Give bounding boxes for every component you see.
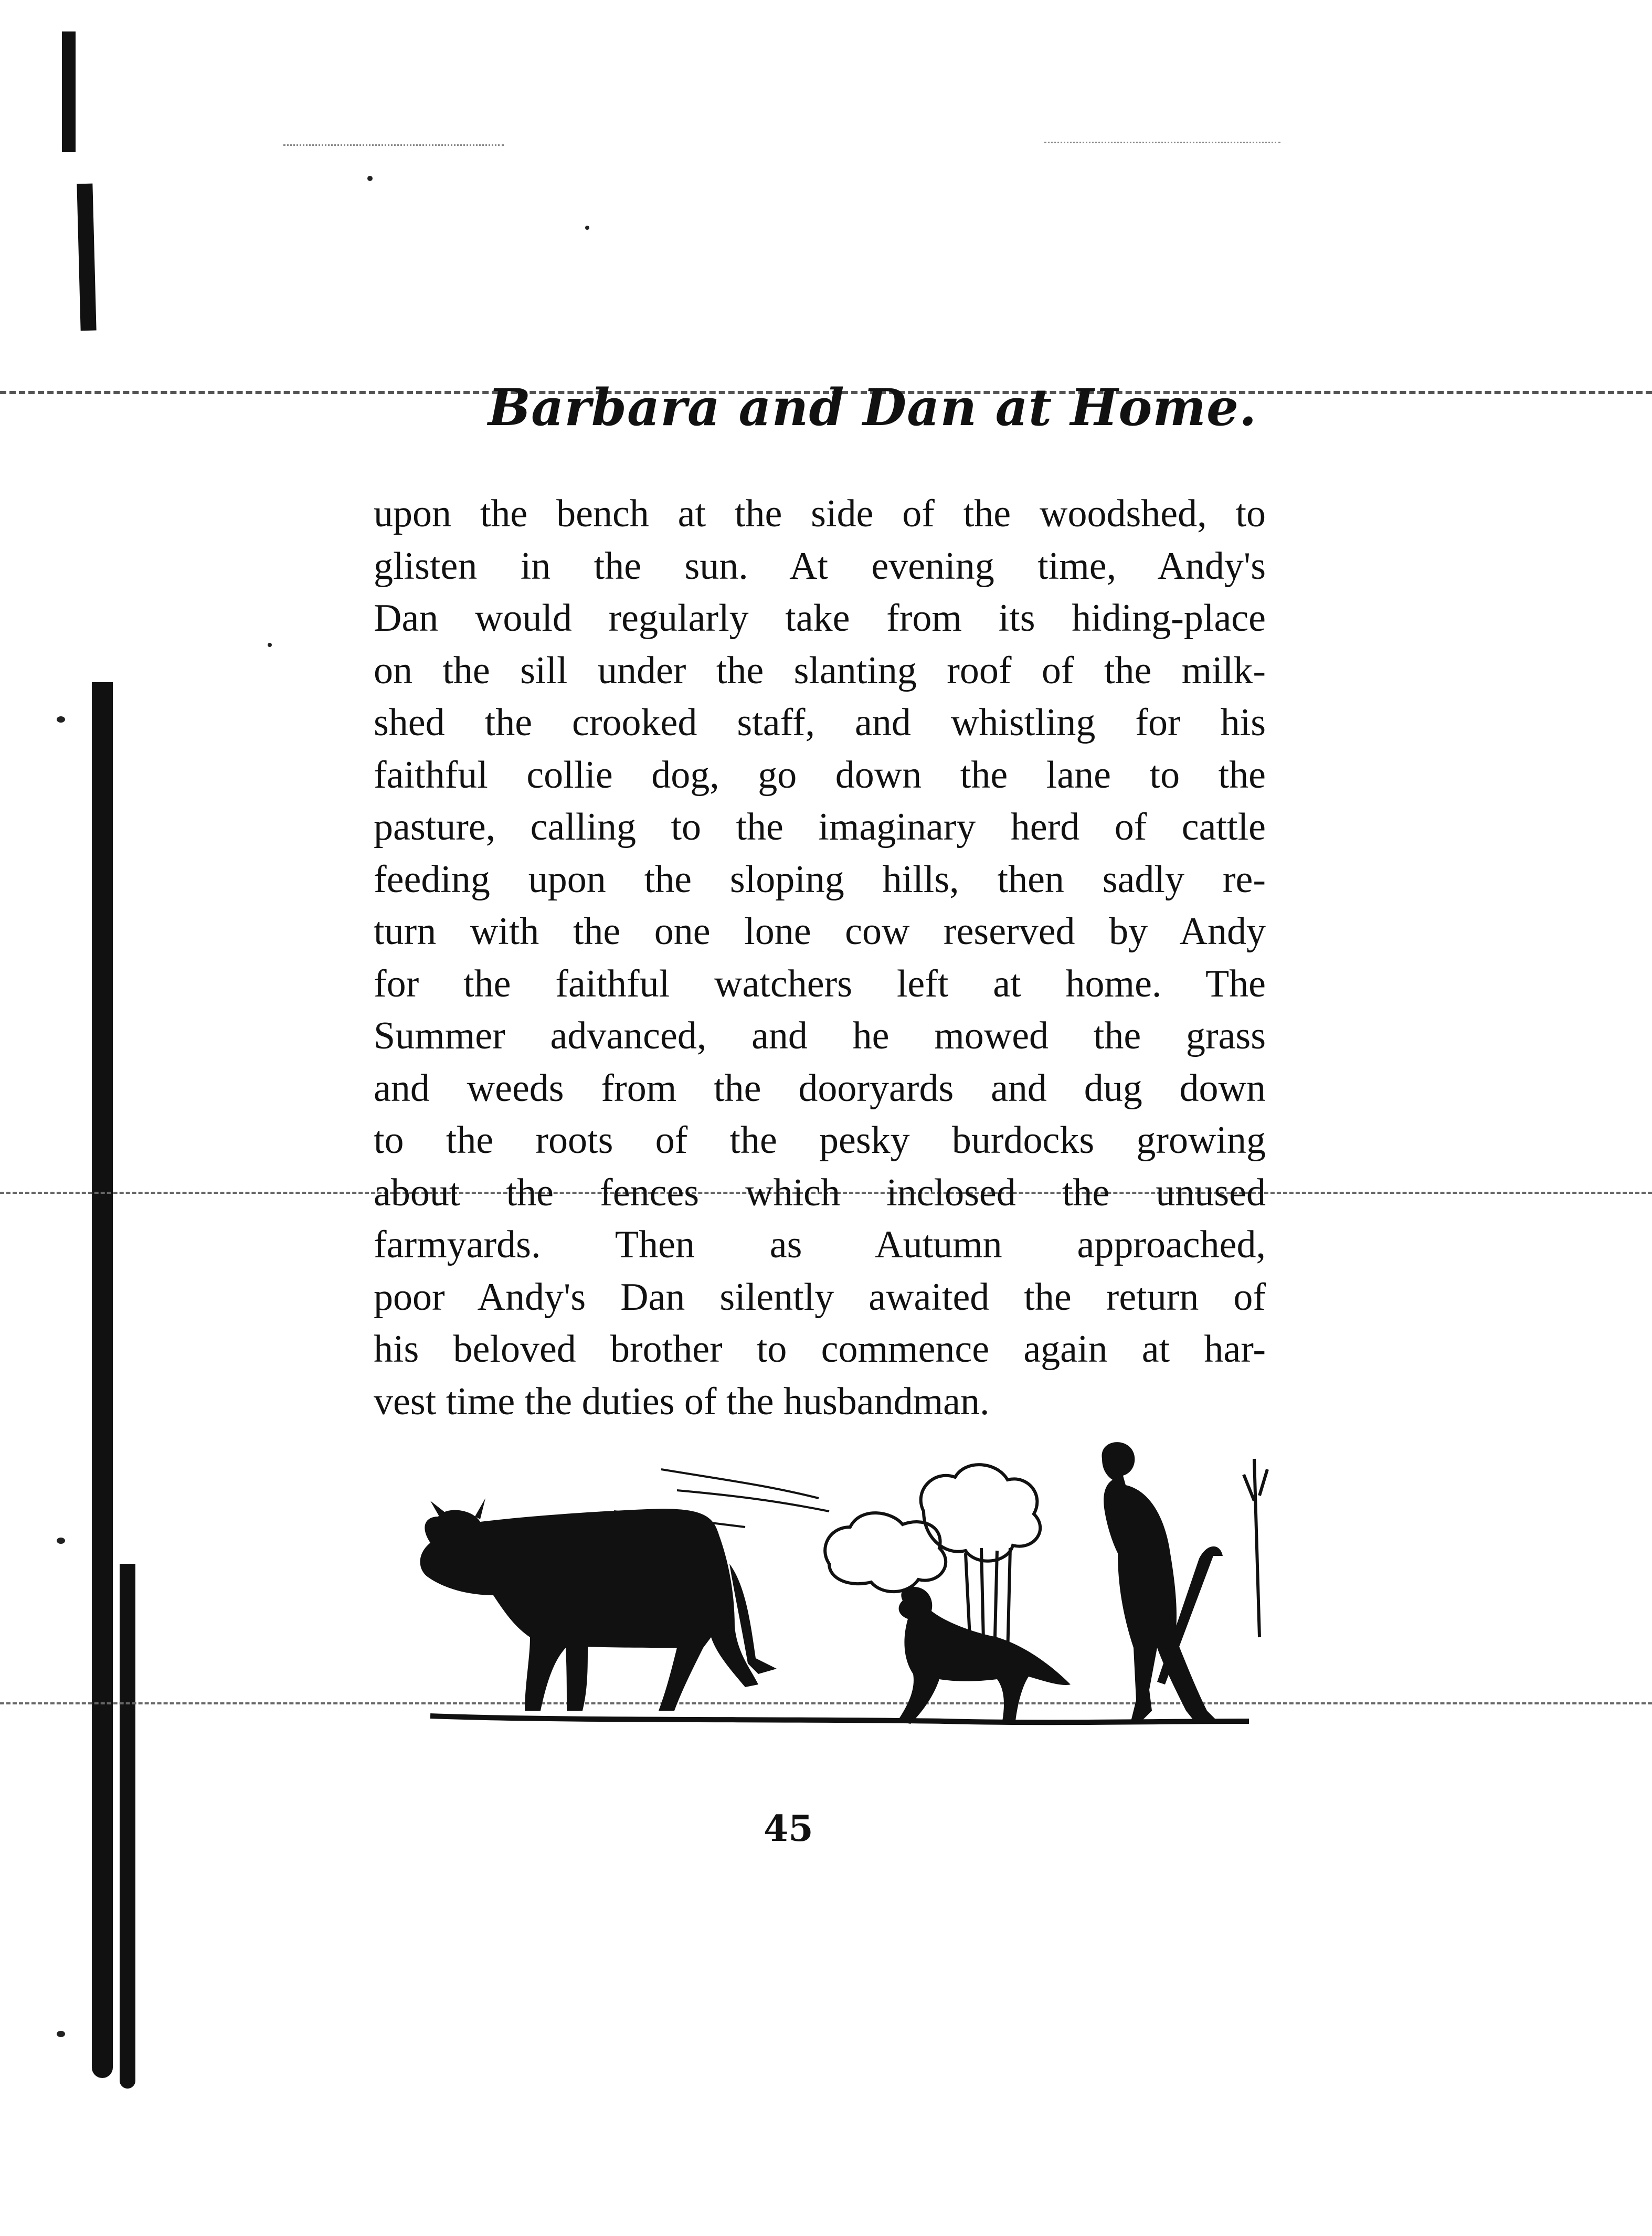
scan-speck (585, 226, 589, 230)
text-line: on the sill under the slanting roof of the milk- (374, 649, 1266, 692)
ground-line (430, 1716, 1249, 1722)
scan-speck (57, 716, 65, 723)
text-line: glisten in the sun. At evening time, Andy's (374, 544, 1266, 588)
text-line: turn with the one lone cow reserved by Andy (374, 910, 1266, 953)
text-line: Dan would regularly take from its hiding-place (374, 597, 1266, 640)
text-line: pasture, calling to the imaginary herd of cattle (374, 806, 1266, 849)
binding-shadow (62, 31, 76, 152)
cow-icon (420, 1498, 777, 1711)
text-line: feeding upon the sloping hills, then sadly re- (374, 857, 1266, 901)
running-header: Barbara and Dan at Home. (488, 378, 1257, 437)
text-line: faithful collie dog, go down the lane to the (374, 753, 1266, 797)
binding-shadow (77, 184, 96, 331)
text-line: poor Andy's Dan silently awaited the return of (374, 1275, 1266, 1319)
text-line: and weeds from the dooryards and dug down (374, 1066, 1266, 1110)
scan-speck (57, 1538, 65, 1544)
herdsman-with-staff-icon (1102, 1442, 1223, 1724)
scan-speck (57, 2031, 65, 2037)
binding-shadow (120, 1564, 135, 2089)
text-line: farmyards. Then as Autumn approached, (374, 1223, 1266, 1266)
scan-artifact-line (283, 144, 504, 146)
text-line: shed the crooked staff, and whistling for his (374, 701, 1266, 744)
scan-artifact-line (1044, 142, 1280, 143)
scan-speck (367, 176, 373, 181)
body-text (374, 488, 1266, 1428)
text-line: vest time the duties of the husbandman. (374, 1380, 990, 1423)
scan-speck (268, 643, 272, 647)
text-line: about the fences which inclosed the unused (374, 1171, 1266, 1214)
text-line: for the faithful watchers left at home. The (374, 962, 1266, 1005)
text-line: Summer advanced, and he mowed the grass (374, 1014, 1266, 1057)
binding-shadow (92, 682, 113, 2078)
text-line: upon the bench at the side of the woodshed, to (374, 492, 1266, 535)
text-line: his beloved brother to commence again at har- (374, 1328, 1266, 1371)
text-line: to the roots of the pesky burdocks growing (374, 1119, 1266, 1162)
page-number: 45 (764, 1808, 813, 1850)
pastoral-illustration (367, 1438, 1280, 1805)
